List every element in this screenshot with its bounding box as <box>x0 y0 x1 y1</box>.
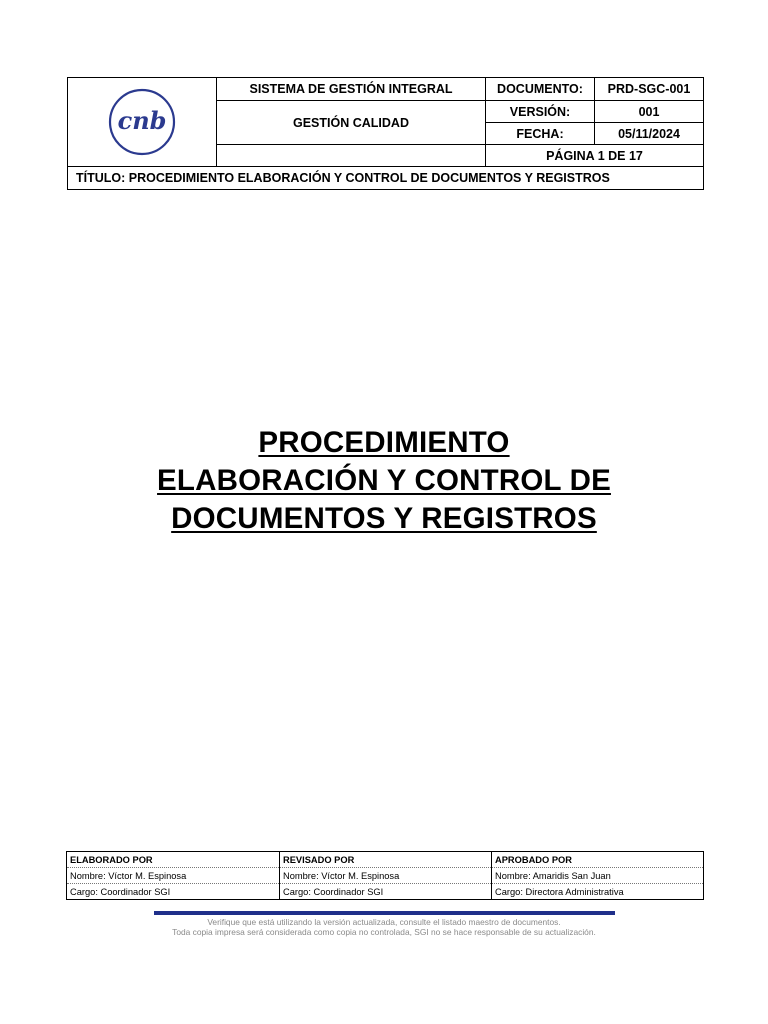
main-title-line-1: PROCEDIMIENTO <box>258 426 510 459</box>
approved-by-role: Cargo: Directora Administrativa <box>492 884 704 900</box>
footer-note-1: Verifique que está utilizando la versión actualizada, consulte el listado maestro de documentos. <box>207 917 561 927</box>
footer-divider <box>154 911 615 915</box>
logo-text: cnb <box>117 106 167 135</box>
signature-table <box>66 851 704 900</box>
main-title-line-2: ELABORACIÓN Y CONTROL DE <box>157 464 611 497</box>
date-label: FECHA: <box>486 123 595 145</box>
cnb-logo-icon <box>107 87 177 157</box>
elaborated-by-role: Cargo: Coordinador SGI <box>67 884 280 900</box>
version-value: 001 <box>595 101 704 123</box>
approved-by-name: Nombre: Amaridis San Juan <box>492 868 704 884</box>
logo-cell <box>68 78 217 167</box>
reviewed-by-role: Cargo: Coordinador SGI <box>280 884 492 900</box>
document-label: DOCUMENTO: <box>486 78 595 101</box>
reviewed-by-name: Nombre: Víctor M. Espinosa <box>280 868 492 884</box>
document-code: PRD-SGC-001 <box>595 78 704 101</box>
approved-by-header: APROBADO POR <box>492 852 704 868</box>
elaborated-by-name: Nombre: Víctor M. Espinosa <box>67 868 280 884</box>
version-label: VERSIÓN: <box>486 101 595 123</box>
document-title-row: TÍTULO: PROCEDIMIENTO ELABORACIÓN Y CONTROL DE DOCUMENTOS Y REGISTROS <box>68 167 704 190</box>
area-name: GESTIÓN CALIDAD <box>217 101 486 145</box>
system-name: SISTEMA DE GESTIÓN INTEGRAL <box>217 78 486 101</box>
reviewed-by-header: REVISADO POR <box>280 852 492 868</box>
date-value: 05/11/2024 <box>595 123 704 145</box>
page-number: PÁGINA 1 DE 17 <box>486 145 704 167</box>
main-title <box>0 424 768 538</box>
document-header <box>67 77 704 190</box>
elaborated-by-header: ELABORADO POR <box>67 852 280 868</box>
footer-note-2: Toda copia impresa será considerada como copia no controlada, SGI no se hace responsable de su actualización. <box>172 927 596 937</box>
main-title-line-3: DOCUMENTOS Y REGISTROS <box>171 502 597 535</box>
header-blank <box>217 145 486 167</box>
